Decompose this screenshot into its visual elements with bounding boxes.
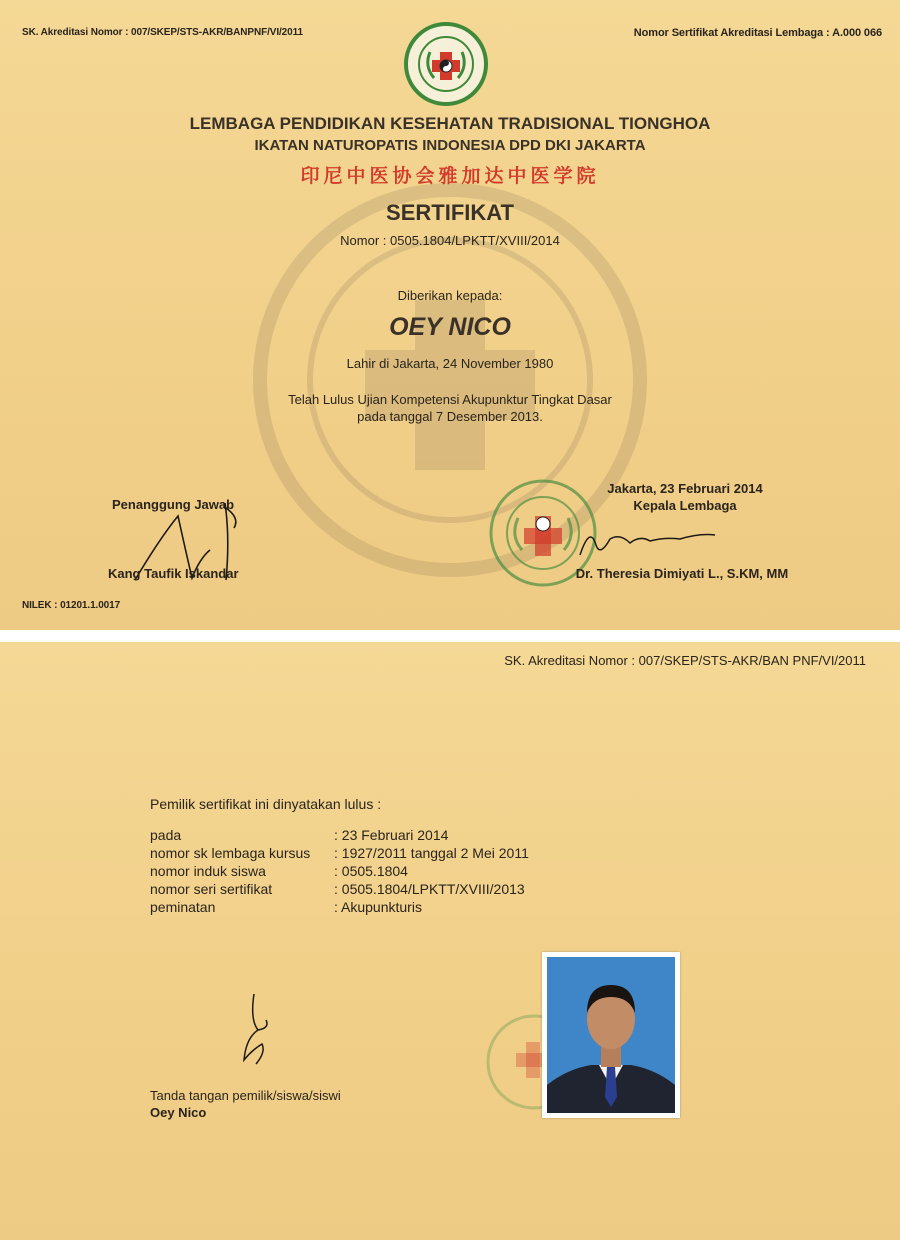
left-signatory-role: Penanggung Jawab xyxy=(112,497,235,512)
certificate-back xyxy=(0,642,900,1240)
right-signatory-role: Kepala Lembaga xyxy=(633,498,737,513)
institution-name: LEMBAGA PENDIDIKAN KESEHATAN TRADISIONAL TIONGHOA xyxy=(189,114,711,133)
owner-signature xyxy=(236,990,286,1070)
birth-info: Lahir di Jakarta, 24 November 1980 xyxy=(346,356,554,371)
institution-subname: IKATAN NATUROPATIS INDONESIA DPD DKI JAKARTA xyxy=(254,137,646,154)
right-signature xyxy=(570,515,720,565)
detail-label: pada xyxy=(150,827,182,843)
back-sk-accreditation-number: SK. Akreditasi Nomor : 007/SKEP/STS-AKR/BAN PNF/VI/2011 xyxy=(504,653,866,668)
portrait-illustration xyxy=(547,957,675,1113)
detail-label: nomor sk lembaga kursus xyxy=(150,845,311,861)
detail-value: : 0505.1804/LPKTT/XVIII/2013 xyxy=(334,881,525,897)
right-signatory-name: Dr. Theresia Dimiyati L., S.KM, MM xyxy=(575,566,789,581)
owner-passed-intro: Pemilik sertifikat ini dinyatakan lulus : xyxy=(150,796,382,812)
recipient-name: OEY NICO xyxy=(389,313,511,341)
sk-accreditation-number: SK. Akreditasi Nomor : 007/SKEP/STS-AKR/BANPNF/VI/2011 xyxy=(22,27,303,38)
left-signatory-name: Kang Taufik Iskandar xyxy=(108,566,239,581)
photo-portrait xyxy=(547,957,675,1113)
passed-line-1: Telah Lulus Ujian Kompetensi Akupunktur Tingkat Dasar xyxy=(288,392,612,407)
detail-value: : 1927/2011 tanggal 2 Mei 2011 xyxy=(334,845,529,861)
signature-caption: Tanda tangan pemilik/siswa/siswi xyxy=(150,1088,341,1103)
certificate-title: SERTIFIKAT xyxy=(386,200,514,225)
detail-value: : 23 Februari 2014 xyxy=(334,827,449,843)
detail-label: nomor seri sertifikat xyxy=(150,881,273,897)
detail-value: : Akupunkturis xyxy=(334,899,422,915)
certificate-number: Nomor : 0505.1804/LPKTT/XVIII/2014 xyxy=(340,233,560,248)
detail-value: : 0505.1804 xyxy=(334,863,408,879)
owner-photo xyxy=(542,952,680,1118)
nilek-number: NILEK : 01201.1.0017 xyxy=(22,600,121,611)
detail-label: nomor induk siswa xyxy=(150,863,266,879)
passed-statement xyxy=(0,391,900,425)
right-place-date: Jakarta, 23 Februari 2014 xyxy=(607,481,763,496)
detail-label: peminatan xyxy=(150,899,216,915)
institution-chinese-name: 印尼中医协会雅加达中医学院 xyxy=(300,166,600,187)
certificate-accreditation-number: Nomor Sertifikat Akreditasi Lembaga : A.000 066 xyxy=(633,27,882,39)
signature-owner-name: Oey Nico xyxy=(150,1105,207,1120)
institution-emblem xyxy=(404,22,488,106)
passed-line-2: pada tanggal 7 Desember 2013. xyxy=(357,409,543,424)
given-to-label: Diberikan kepada: xyxy=(397,288,503,303)
